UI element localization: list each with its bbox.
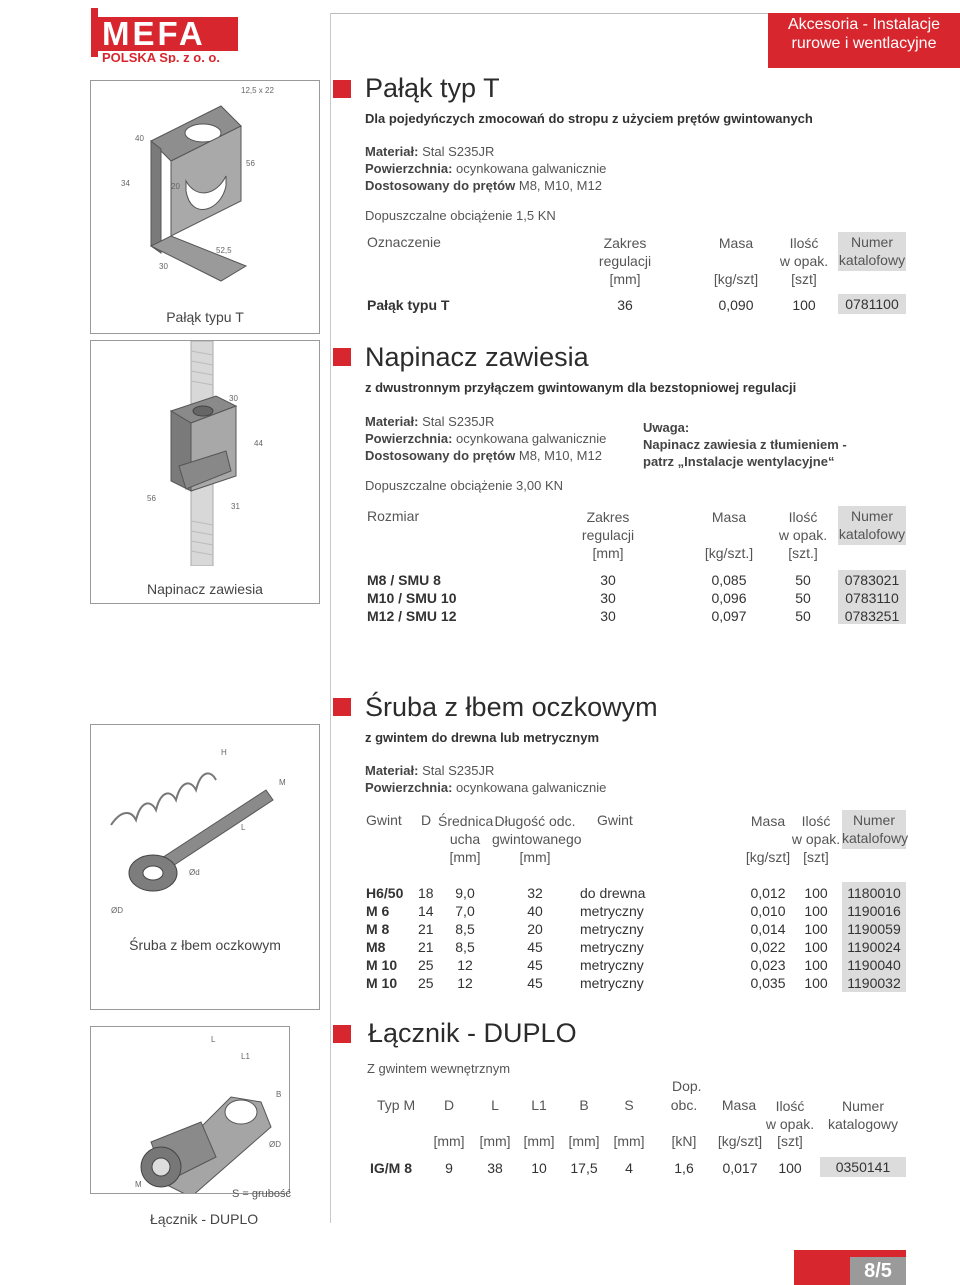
lacznik-row-numer: 0350141 [820, 1157, 906, 1177]
table-cell: 100 [804, 957, 828, 973]
svg-text:M: M [135, 1180, 142, 1189]
lacznik-row-s: 4 [625, 1160, 633, 1176]
table-cell: 0,096 [711, 590, 747, 606]
svg-text:L: L [241, 823, 246, 832]
table-cell: 45 [527, 957, 543, 973]
table-cell: 100 [804, 921, 828, 937]
lacznik-image-note: S = grubość [232, 1188, 292, 1200]
lacznik-title: Łącznik - DUPLO [368, 1018, 577, 1048]
sruba-header-gwint-typ: Gwint [597, 812, 633, 828]
palak-title-marker [333, 80, 351, 98]
svg-text:30: 30 [229, 394, 238, 403]
lacznik-row-d: 9 [445, 1160, 453, 1176]
svg-text:ØD: ØD [111, 906, 123, 915]
table-cell: 25 [418, 957, 434, 973]
table-cell: 32 [527, 885, 543, 901]
sruba-header-ilosc: Ilość w opak. [szt] [791, 813, 841, 865]
lacznik-header-masa: Masa [721, 1097, 757, 1113]
lacznik-header-typ: Typ M [377, 1097, 416, 1113]
lacznik-image-area [90, 1026, 318, 1226]
palak-header-oznaczenie: Oznaczenie [367, 234, 441, 250]
table-cell: 0,023 [750, 957, 786, 973]
svg-text:31: 31 [231, 502, 240, 511]
lacznik-row-l1: 10 [531, 1160, 547, 1176]
table-cell: 100 [804, 939, 828, 955]
lacznik-unit-masa: [kg/szt] [717, 1133, 763, 1149]
svg-text:H: H [221, 748, 227, 757]
table-cell: 50 [795, 608, 811, 624]
table-cell: 0,012 [750, 885, 786, 901]
table-cell: 20 [527, 921, 543, 937]
palak-subtitle: Dla pojedyńczych zmocowań do stropu z użyciem prętów gwintowanych [365, 111, 813, 126]
sruba-header-dlugosc: Długość odc. gwintowanego [mm] [492, 813, 582, 865]
palak-drawing [91, 81, 319, 296]
table-cell: 1190016 [847, 903, 901, 919]
lacznik-header-ilosc: Ilość w opak. [765, 1098, 815, 1132]
napinacz-header-zakres: Zakres regulacji [mm] [581, 509, 635, 561]
page-number: 8/5 [850, 1257, 906, 1285]
lacznik-header-d: D [443, 1097, 455, 1113]
lacznik-row-typ: IG/M 8 [370, 1160, 413, 1176]
lacznik-unit-obc: [kN] [671, 1133, 697, 1149]
table-cell: 14 [418, 903, 434, 919]
category-label [768, 13, 960, 68]
palak-header-zakres: Zakres regulacji [mm] [598, 235, 652, 287]
lacznik-header-b: B [579, 1097, 589, 1113]
table-cell: 0783110 [845, 590, 899, 606]
table-cell: 30 [600, 590, 616, 606]
table-cell: 30 [600, 608, 616, 624]
table-cell: 8,5 [455, 939, 475, 955]
table-cell: 40 [527, 903, 543, 919]
table-cell: 0783251 [844, 608, 900, 624]
lacznik-header-l: L [491, 1097, 499, 1113]
palak-header-masa: Masa [kg/szt] [713, 235, 759, 287]
palak-row-zakres: 36 [617, 297, 633, 313]
table-row-name: M12 / SMU 12 [367, 608, 457, 624]
lacznik-header-dop: Dop. [672, 1078, 702, 1094]
svg-text:ØD: ØD [269, 1140, 281, 1149]
lacznik-row-ilosc: 100 [778, 1160, 802, 1176]
table-cell: 1190024 [847, 939, 901, 955]
lacznik-unit-l: [mm] [479, 1133, 511, 1149]
napinacz-image-caption: Napinacz zawiesia [147, 581, 263, 597]
napinacz-note: Uwaga: Napinacz zawiesia z tłumieniem - patrz „Instalacje wentylacyjne“ [643, 420, 847, 469]
svg-text:12,5 x 22: 12,5 x 22 [241, 86, 274, 95]
lacznik-header-s: S [624, 1097, 634, 1113]
table-cell: 45 [527, 939, 543, 955]
table-cell: 50 [795, 572, 811, 588]
palak-image-panel [90, 80, 320, 334]
sruba-header-d: D [421, 812, 432, 828]
lacznik-unit-s: [mm] [613, 1133, 645, 1149]
svg-text:40: 40 [135, 134, 144, 143]
svg-text:M: M [279, 778, 286, 787]
sruba-subtitle: z gwintem do drewna lub metrycznym [365, 730, 600, 745]
palak-row-name: Pałąk typu T [367, 297, 450, 313]
table-cell: metryczny [580, 939, 644, 955]
table-cell: 100 [804, 903, 828, 919]
lacznik-row-masa: 0,017 [722, 1160, 758, 1176]
lacznik-drawing [91, 1027, 289, 1193]
table-row-gwint: M 10 [366, 975, 398, 991]
napinacz-header-masa: Masa [kg/szt.] [704, 509, 754, 561]
lacznik-unit-ilosc: [szt] [777, 1133, 803, 1149]
logo-subtext: POLSKA Sp. z o. o. [102, 50, 220, 63]
table-cell: metryczny [580, 903, 644, 919]
sruba-header-masa: Masa [kg/szt] [745, 813, 791, 865]
table-row-name: M8 / SMU 8 [367, 572, 441, 588]
table-cell: 0,010 [750, 903, 786, 919]
table-cell: 100 [804, 975, 828, 991]
table-row-gwint: H6/50 [366, 885, 404, 901]
palak-header-ilosc: Ilość w opak. [szt] [779, 235, 829, 287]
table-cell: 21 [418, 939, 434, 955]
sruba-title-marker [333, 698, 351, 716]
svg-text:B: B [276, 1090, 282, 1099]
napinacz-header-ilosc: Ilość w opak. [szt.] [778, 509, 828, 561]
lacznik-header-l1: L1 [531, 1097, 547, 1113]
table-cell: metryczny [580, 957, 644, 973]
lacznik-row-b: 17,5 [570, 1160, 598, 1176]
sruba-image-caption: Śruba z łbem oczkowym [129, 937, 281, 953]
table-cell: 18 [418, 885, 434, 901]
category-line-2: rurowe i wentlacyjne [791, 35, 937, 52]
sruba-image-panel [90, 724, 320, 1010]
palak-specs: Materiał: Stal S235JR Powierzchnia: ocynkowana galwanicznie Dostosowany do prętów M8, M10, M12 [365, 144, 607, 193]
table-cell: 1180010 [847, 885, 901, 901]
sruba-specs: Materiał: Stal S235JR Powierzchnia: ocynkowana galwanicznie [365, 763, 607, 795]
table-cell: metryczny [580, 975, 644, 991]
napinacz-title: Napinacz zawiesia [365, 342, 589, 372]
table-cell: 25 [418, 975, 434, 991]
table-cell: 45 [527, 975, 543, 991]
logo-text: MEFA [102, 15, 206, 52]
table-cell: 0,085 [711, 572, 747, 588]
table-cell: 0,097 [711, 608, 747, 624]
svg-text:44: 44 [254, 439, 263, 448]
lacznik-title-marker [333, 1025, 351, 1043]
company-logo [88, 5, 243, 63]
svg-text:56: 56 [246, 159, 255, 168]
category-line-1: Akcesoria - Instalacje [787, 16, 941, 33]
sruba-header-srednica: Średnica ucha [mm] [438, 813, 494, 865]
table-cell: 12 [457, 957, 473, 973]
table-cell: 7,0 [455, 903, 475, 919]
table-cell: 12 [457, 975, 473, 991]
lacznik-row-l: 38 [487, 1160, 503, 1176]
svg-text:Ød: Ød [189, 868, 200, 877]
table-cell: 50 [795, 590, 811, 606]
table-cell: 0,014 [750, 921, 786, 937]
lacznik-header-numer: Numer katalogowy [827, 1098, 899, 1132]
napinacz-load: Dopuszczalne obciążenie 3,00 KN [365, 478, 564, 493]
table-row-name: M10 / SMU 10 [367, 590, 457, 606]
table-cell: 1190032 [847, 975, 901, 991]
palak-row-ilosc: 100 [792, 297, 816, 313]
palak-title: Pałąk typ T [365, 73, 500, 103]
napinacz-drawing [91, 341, 319, 566]
table-cell: 0,022 [750, 939, 786, 955]
sruba-title: Śruba z łbem oczkowym [365, 692, 658, 722]
table-cell: 21 [418, 921, 434, 937]
table-cell: 0,035 [750, 975, 786, 991]
napinacz-header-numer: Numer katalofowy [838, 506, 906, 545]
table-row-gwint: M 6 [366, 903, 390, 919]
lacznik-image-frame [90, 1026, 290, 1194]
lacznik-header-obc: obc. [670, 1097, 698, 1113]
palak-image-caption: Pałąk typu T [166, 309, 244, 325]
table-cell: 8,5 [455, 921, 475, 937]
table-cell: 30 [600, 572, 616, 588]
table-cell: 9,0 [455, 885, 475, 901]
svg-text:L: L [211, 1035, 216, 1044]
palak-row-numer: 0781100 [838, 294, 906, 314]
napinacz-specs: Materiał: Stal S235JR Powierzchnia: ocynkowana galwanicznie Dostosowany do prętów M8, M10, M12 [365, 414, 607, 463]
palak-row-masa: 0,090 [718, 297, 754, 313]
lacznik-unit-b: [mm] [568, 1133, 600, 1149]
svg-text:20: 20 [171, 182, 180, 191]
palak-header-numer: Numer katalofowy [838, 232, 906, 271]
svg-text:L1: L1 [241, 1052, 250, 1061]
svg-text:30: 30 [159, 262, 168, 271]
napinacz-image-panel [90, 340, 320, 604]
table-row-gwint: M 10 [366, 957, 398, 973]
lacznik-subtitle: Z gwintem wewnętrznym [367, 1061, 511, 1076]
table-row-gwint: M8 [366, 939, 386, 955]
sruba-header-gwint: Gwint [366, 812, 402, 828]
sruba-header-numer: Numer katalofowy [842, 810, 906, 849]
table-cell: do drewna [580, 885, 646, 901]
table-cell: metryczny [580, 921, 644, 937]
lacznik-row-obc: 1,6 [674, 1160, 694, 1176]
svg-text:56: 56 [147, 494, 156, 503]
svg-text:52,5: 52,5 [216, 246, 232, 255]
sruba-drawing [91, 725, 319, 920]
napinacz-subtitle: z dwustronnym przyłączem gwintowanym dla bezstopniowej regulacji [365, 380, 797, 395]
lacznik-unit-d: [mm] [433, 1133, 465, 1149]
table-cell: 1190059 [847, 921, 901, 937]
table-cell: 1190040 [847, 957, 901, 973]
table-cell: 0783021 [844, 572, 900, 588]
napinacz-title-marker [333, 348, 351, 366]
table-row-gwint: M 8 [366, 921, 390, 937]
napinacz-header-rozmiar: Rozmiar [367, 508, 420, 524]
lacznik-unit-l1: [mm] [523, 1133, 555, 1149]
table-cell: 100 [804, 885, 828, 901]
lacznik-image-caption: Łącznik - DUPLO [150, 1211, 259, 1227]
column-divider [330, 13, 331, 1223]
svg-text:34: 34 [121, 179, 130, 188]
palak-load: Dopuszczalne obciążenie 1,5 KN [365, 208, 556, 223]
